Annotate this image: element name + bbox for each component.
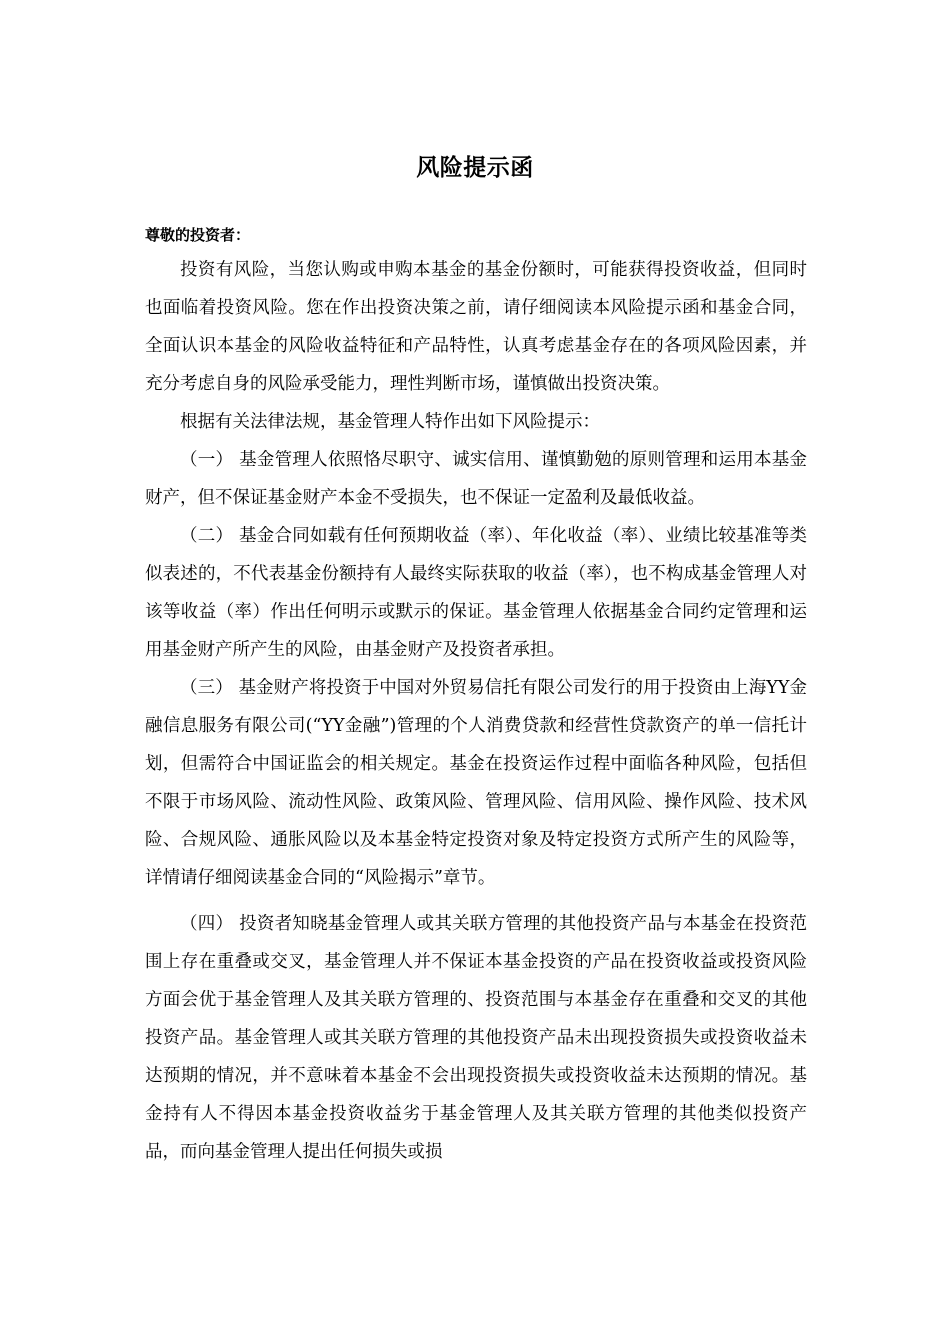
paragraph-lead: 根据有关法律法规，基金管理人特作出如下风险提示： bbox=[180, 412, 600, 432]
paragraph-item-2: （二） 基金合同如载有任何预期收益（率）、年化收益（率）、业绩比较基准等类似表述的，不代表基金份额持有人最终实际获取的收益（率），也不构成基金管理人对该等收益（率）作出任何明示或默示的保证。基金管理人依据基金合同约定管理和运用基金财产所产生的风险，由基金财产及投资者承担。 bbox=[145, 526, 807, 660]
paragraph-item-1: （一） 基金管理人依照恪尽职守、诚实信用、谨慎勤勉的原则管理和运用本基金财产，但不保证基金财产本金不受损失，也不保证一定盈利及最低收益。 bbox=[145, 450, 807, 508]
paragraph-intro: 投资有风险，当您认购或申购本基金的基金份额时，可能获得投资收益，但同时也面临着投资风险。您在作出投资决策之前，请仔细阅读本风险提示函和基金合同，全面认识本基金的风险收益特征和产品特性，认真考虑基金存在的各项风险因素，并充分考虑自身的风险承受能力，理性判断市场，谨慎做出投资决策。 bbox=[145, 260, 807, 394]
document-body bbox=[145, 251, 807, 1171]
document-title: 风险提示函 bbox=[416, 155, 534, 181]
salutation: 尊敬的投资者： bbox=[145, 226, 251, 244]
paragraph-item-3: （三） 基金财产将投资于中国对外贸易信托有限公司发行的用于投资由上海YY金融信息服务有限公司(“YY金融”)管理的个人消费贷款和经营性贷款资产的单一信托计划，但需符合中国证监会的相关规定。基金在投资运作过程中面临各种风险，包括但不限于市场风险、流动性风险、政策风险、管理风险、信用风险、操作风险、技术风险、合规风险、通胀风险以及本基金特定投资对象及特定投资方式所产生的风险等，详情请仔细阅读基金合同的“风险揭示”章节。 bbox=[145, 678, 807, 888]
paragraph-item-4: （四） 投资者知晓基金管理人或其关联方管理的其他投资产品与本基金在投资范围上存在重叠或交叉，基金管理人并不保证本基金投资的产品在投资收益或投资风险方面会优于基金管理人及其关联方管理的、投资范围与本基金存在重叠和交叉的其他投资产品。基金管理人或其关联方管理的其他投资产品未出现投资损失或投资收益未达预期的情况，并不意味着本基金不会出现投资损失或投资收益未达预期的情况。基金持有人不得因本基金投资收益劣于基金管理人及其关联方管理的其他类似投资产品，而向基金管理人提出任何损失或损 bbox=[145, 914, 807, 1162]
